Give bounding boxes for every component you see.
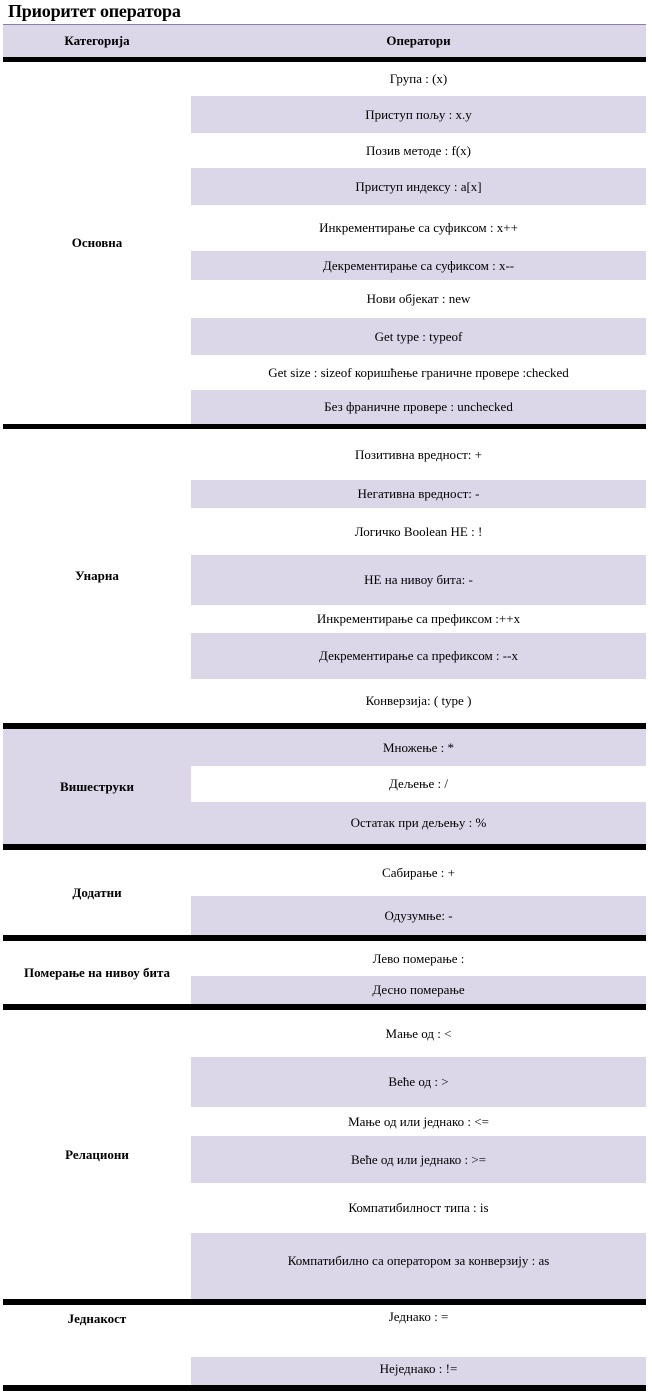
header-category: Категорија — [64, 33, 130, 48]
category-label: Вишеструки — [60, 778, 134, 794]
operator-list — [191, 1305, 646, 1385]
operator-row: Лево померање : — [191, 941, 646, 976]
operator-precedence-table — [3, 24, 646, 1391]
operator-row: Приступ индексу : a[x] — [191, 168, 646, 205]
group-shift — [3, 941, 646, 1004]
table-header — [3, 24, 646, 57]
operator-row: Остатак при дељењу : % — [191, 802, 646, 844]
operator-row: Без франичне провере : unchecked — [191, 390, 646, 424]
category-label: Померање на нивоу бита — [23, 964, 171, 980]
operator-row: НЕ на нивоу бита: - — [191, 555, 646, 605]
group-unary — [3, 429, 646, 723]
operator-list — [191, 62, 646, 424]
operator-list — [191, 941, 646, 1004]
operator-row: Сабирање : + — [191, 850, 646, 896]
operator-list — [191, 429, 646, 723]
operator-row: Једнако : = — [191, 1305, 646, 1357]
operator-row: Get type : typeof — [191, 318, 646, 355]
category-label: Унарна — [75, 568, 119, 583]
operator-row: Десно померање — [191, 976, 646, 1004]
operator-row: Логичко Boolean НЕ : ! — [191, 508, 646, 555]
category-label: Додатни — [72, 884, 122, 900]
header-operators: Оператори — [386, 33, 451, 48]
operator-row: Негативна вредност: - — [191, 480, 646, 508]
operator-row: Мање од или једнако : <= — [191, 1107, 646, 1136]
operator-row: Конверзија: ( type ) — [191, 679, 646, 723]
category-label: Једнакост — [67, 1311, 127, 1326]
category-label: Основна — [71, 235, 123, 250]
operator-row: Инкрементирање са префиксом :++x — [191, 605, 646, 633]
group-relational — [3, 1010, 646, 1299]
operator-row: Позив методе : f(x) — [191, 133, 646, 168]
operator-row: Декрементирање са префиксом : --x — [191, 633, 646, 679]
operator-list — [191, 1010, 646, 1299]
operator-row: Веће од : > — [191, 1057, 646, 1107]
operator-row: Неједнако : != — [191, 1357, 646, 1385]
operator-list — [191, 729, 646, 844]
operator-row: Дељење : / — [191, 766, 646, 802]
operator-row: Компатибилност типа : is — [191, 1183, 646, 1233]
operator-row: Декрементирање са суфиксом : x-- — [191, 251, 646, 280]
group-multiplicative — [3, 729, 646, 844]
separator — [3, 1385, 646, 1391]
group-additive — [3, 850, 646, 935]
operator-row: Позитивна вредност: + — [191, 429, 646, 480]
operator-row: Одузумње: - — [191, 896, 646, 935]
operator-row: Инкрементирање са суфиксом : x++ — [191, 205, 646, 251]
operator-row: Get size : sizeof коришћење граничне провере :checked — [191, 355, 646, 390]
operator-row: Нови објекат : new — [191, 280, 646, 318]
operator-row — [191, 96, 646, 133]
operator-row: Мање од : < — [191, 1010, 646, 1057]
operator-row: Веће од или једнако : >= — [191, 1136, 646, 1183]
operator-list — [191, 850, 646, 935]
operator-row: Група : (x) — [191, 62, 646, 96]
operator-row: Множење : * — [191, 729, 646, 766]
category-label: Релациони — [65, 1146, 129, 1162]
group-equality — [3, 1305, 646, 1385]
operator-text: Приступ пољу : x.y — [365, 106, 472, 122]
operator-row: Компатибилно са оператором за конверзију : as — [191, 1233, 646, 1299]
group-primary — [3, 62, 646, 424]
document-title: Приоритет оператора — [8, 1, 181, 21]
